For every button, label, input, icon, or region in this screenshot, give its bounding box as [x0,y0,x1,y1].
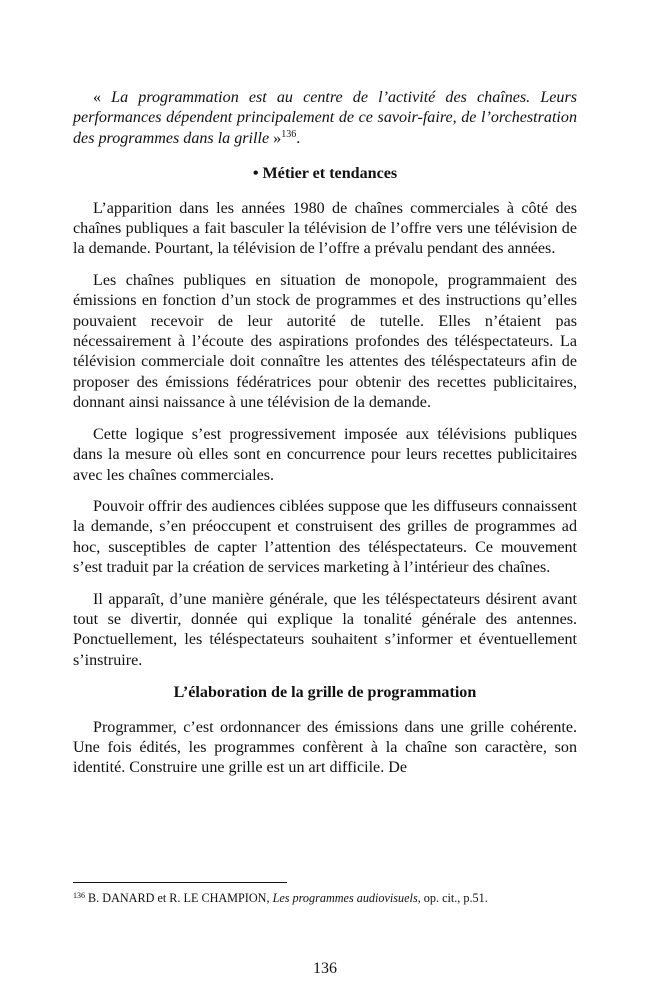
paragraph-6: Programmer, c’est ordonnancer des émissions dans une grille cohérente. Une fois édités, les programmes confèrent à la chaîne son caractère, son identité. Construire une grille est un art difficile. De [73,718,577,777]
page-body [73,88,577,790]
footnote-divider [73,882,287,883]
paragraph-2: Les chaînes publiques en situation de monopole, programmaient des émissions en fonction d’un stock de programmes et des instructions qu’elles pouvaient recevoir de leur autorité de tutelle. Elles n’étaient pas nécessairement à l’écoute des aspirations profondes des téléspectateurs. La télévision commerciale doit connaître les attentes des téléspectateurs afin de proposer des émissions fédératrices pour obtenir des recettes publicitaires, donnant ainsi naissance à une télévision de la demande. [73,271,577,412]
footnote-citation: , op. cit., p.51. [417,891,488,905]
paragraph-1: L’apparition dans les années 1980 de chaînes commerciales à côté des chaînes publiques a fait basculer la télévision de l’offre vers une télévision de la demande. Pourtant, la télévision de l’offre a prévalu pendant des années. [73,199,577,258]
quote-end-period: . [296,129,301,147]
opening-quote [73,88,577,149]
footnote [73,891,593,906]
paragraph-5: Il apparaît, d’une manière générale, que les téléspectateurs désirent avant tout se divertir, donnée qui explique la tonalité générale des antennes. Ponctuellement, les téléspectateurs souhaitent s’informer et éventuellement s’instruire. [73,590,577,669]
paragraph-3: Cette logique s’est progressivement imposée aux télévisions publiques dans la mesure où elles sont en concurrence pour leurs recettes publicitaires avec les chaînes commerciales. [73,425,577,484]
paragraph-4: Pouvoir offrir des audiences ciblées suppose que les diffuseurs connaissent la demande, s’en préoccupent et construisent des grilles de programmes ad hoc, susceptibles de capter l’attention des téléspectateurs. Ce mouvement s’est traduit par la création de services marketing à l’intérieur des chaînes. [73,497,577,577]
quote-close-mark: » [269,129,282,147]
footnote-reference[interactable]: 136 [281,128,297,140]
footnote-authors: B. DANARD et R. LE CHAMPION, [85,891,273,905]
subheading: L’élaboration de la grille de programmation [173,684,477,702]
page-number: 136 [313,960,337,977]
quote-open-mark: « [93,89,112,106]
section-heading: • Métier et tendances [252,165,398,183]
quote-text: La programmation est au centre de l’activité des chaînes. Leurs performances dépendent principalement de ce savoir-faire, de l’orchestration des programmes dans la grille [73,89,577,147]
footnote-title: Les programmes audiovisuels [272,891,418,905]
footnote-number: 136 [73,891,85,900]
